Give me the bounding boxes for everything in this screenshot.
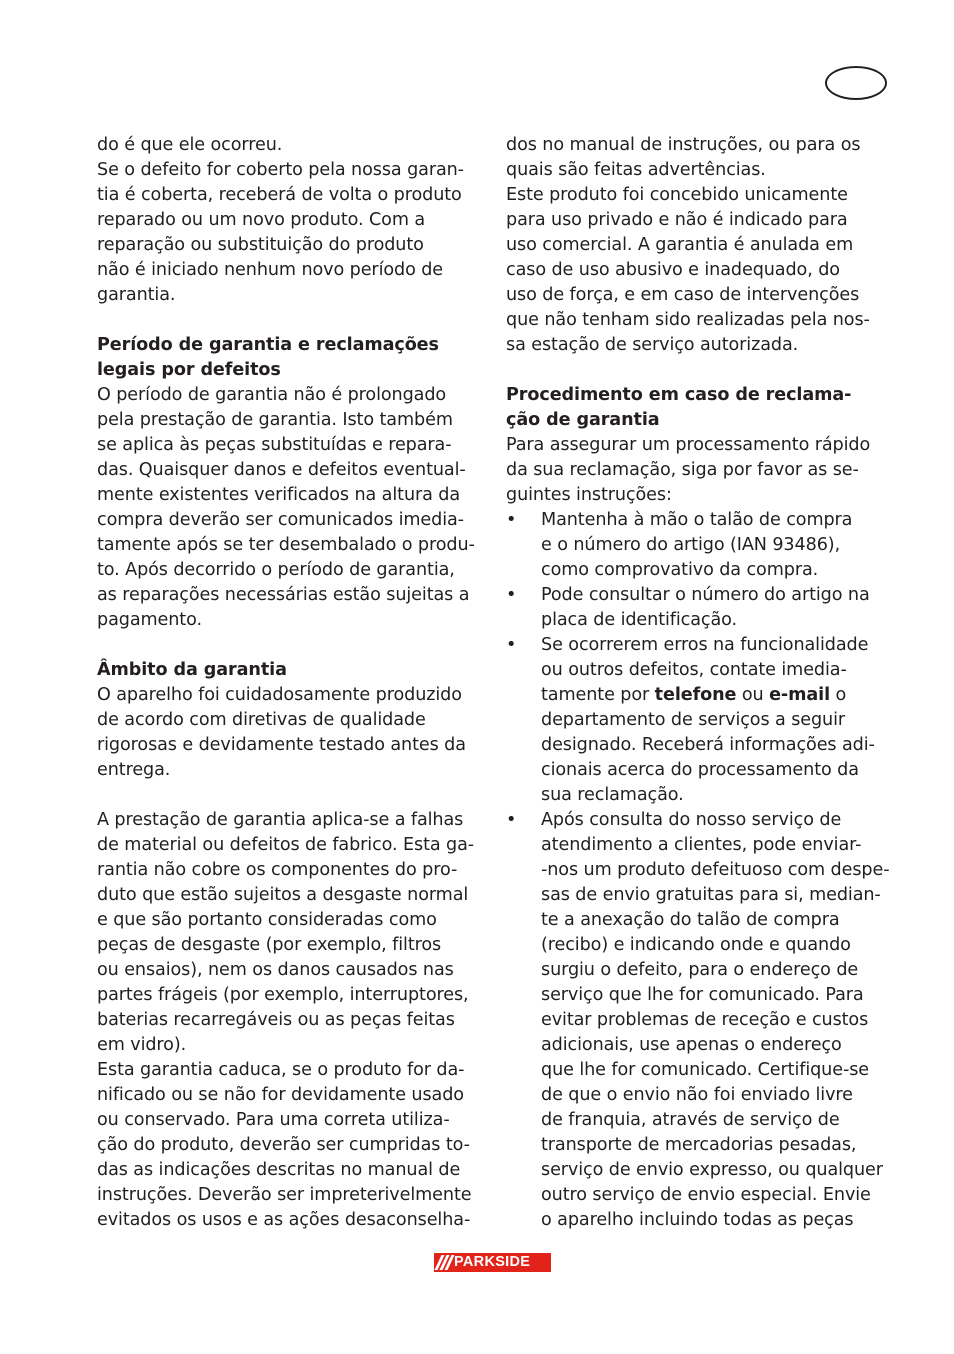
paragraph-warranty-period: O período de garantia não é prolongado pela prestação de garantia. Isto também se aplica às peças substituídas e repara- das. Quaisquer danos e defeitos eventual- mente existentes verificados na altura da compra deverão ser comunicados imedia- tamente após se ter desembalado o produ- to. Após decorrido o período de garantia, as reparações necessárias estão sujeitas a pagamento. <box>97 385 475 630</box>
phone-emphasis: telefone <box>654 685 737 705</box>
right-column <box>506 133 894 1233</box>
heading-claim-procedure: Procedimento em caso de reclama- ção de garantia <box>506 385 852 430</box>
bullet: • <box>506 635 517 655</box>
bullet: • <box>506 510 517 530</box>
list-item-text: ou <box>736 685 770 705</box>
heading-warranty-period: Período de garantia e reclamações legais por defeitos <box>97 335 439 380</box>
list-item <box>506 808 894 1233</box>
list-item-text: Mantenha à mão o talão de compra e o número do artigo (IAN 93486), como comprovativo da compra. <box>541 510 853 580</box>
list-item-text: Se ocorrerem erros na funcionalidade ou outros defeitos, contate imedia- tamente por <box>541 635 869 705</box>
bullet: • <box>506 810 517 830</box>
list-item <box>506 508 894 583</box>
logo-text: PARKSIDE <box>454 1254 531 1270</box>
logo-stripes <box>438 1255 451 1270</box>
heading-warranty-scope: Âmbito da garantia <box>97 660 287 680</box>
language-badge <box>825 66 887 100</box>
list-item <box>506 633 894 808</box>
list-item-text: Após consulta do nosso serviço de atendimento a clientes, pode enviar- -nos um produto defeituoso com despe- sas de envio gratuitas para si, median- te a anexação do talão de compra (recibo) e indicando onde e quando surgiu o defeito, para o endereço de serviço que lhe for comunicado. Para evitar problemas de receção e custos adicionais, use apenas o endereço que lhe for comunicado. Certifique-se de que o envio não foi enviado livre de franquia, através de serviço de transporte de mercadorias pesadas, serviço de envio expresso, ou qualquer outro serviço de envio especial. Envie o aparelho incluindo todas as peças <box>541 810 890 1230</box>
bullet: • <box>506 585 517 605</box>
paragraph-private-use: dos no manual de instruções, ou para os quais são feitas advertências. Este produto foi concebido unicamente para uso privado e não é indicado para uso comercial. A garantia é anulada em caso de uso abusivo e inadequado, do uso de força, e em caso de intervenções que não tenham sido realizadas pela nos- sa estação de serviço autorizada. <box>506 135 870 355</box>
claim-instructions-list <box>506 508 894 1233</box>
parkside-logo <box>434 1253 551 1272</box>
paragraph-defect-coverage: do é que ele ocorreu. Se o defeito for coberto pela nossa garan- tia é coberta, receberá de volta o produto reparado ou um novo produto. Com a reparação ou substituição do produto não é iniciado nenhum novo período de garantia. <box>97 135 464 305</box>
list-item <box>506 583 894 633</box>
paragraph-quality: O aparelho foi cuidadosamente produzido de acordo com diretivas de qualidade rigorosas e devidamente testado antes da entrega. <box>97 685 466 780</box>
list-item-text: Pode consultar o número do artigo na placa de identificação. <box>541 585 870 630</box>
email-emphasis: e-mail <box>769 685 830 705</box>
left-column <box>97 133 492 1233</box>
paragraph-claim-intro: Para assegurar um processamento rápido da sua reclamação, siga por favor as se- guintes instruções: <box>506 435 871 505</box>
paragraph-scope-details: A prestação de garantia aplica-se a falhas de material ou defeitos de fabrico. Esta ga- rantia não cobre os componentes do pro- duto que estão sujeitos a desgaste normal e que são portanto consideradas como peças de desgaste (por exemplo, filtros ou ensaios), nem os danos causados nas partes frágeis (por exemplo, interruptores, baterias recarregáveis ou as peças feitas em vidro). Esta garantia caduca, se o produto for da- nificado ou se não for devidamente usado ou conservado. Para uma correta utiliza- ção do produto, deverão ser cumpridas to- das as indicações descritas no manual de instruções. Deverão ser impreterivelmente evitados os usos e as ações desaconselha- <box>97 810 475 1230</box>
list-item-text: o departamento de serviços a seguir designado. Receberá informações adi- cionais acerca do processamento da sua reclamação. <box>541 685 875 805</box>
